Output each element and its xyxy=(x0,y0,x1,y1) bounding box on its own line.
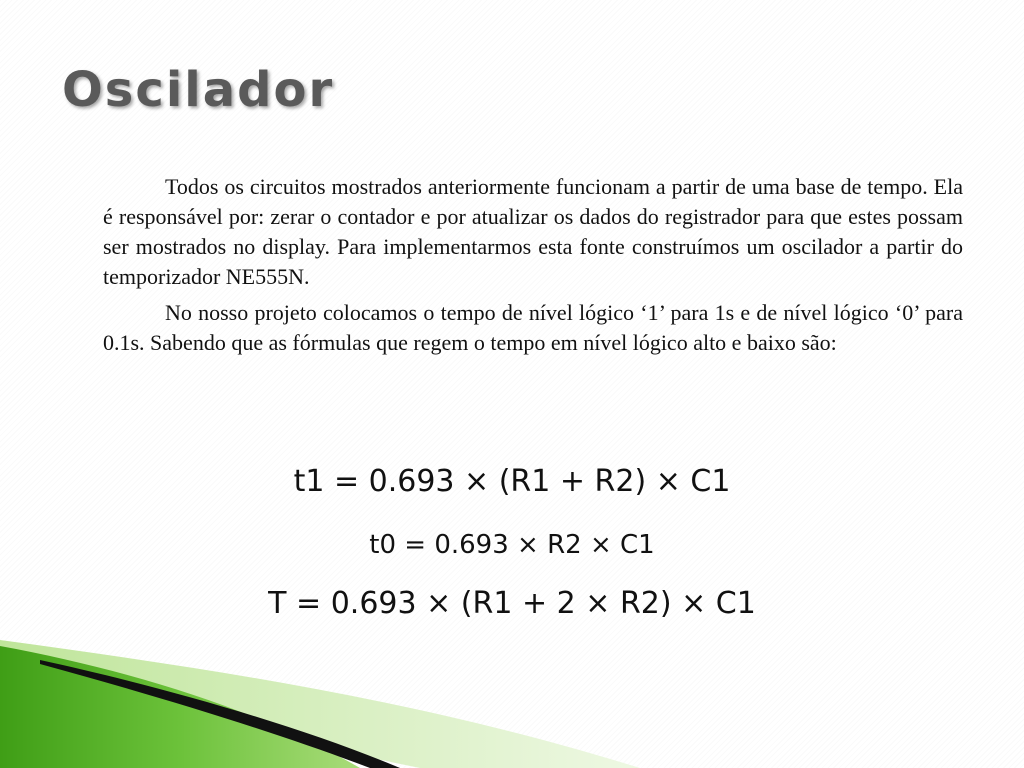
paragraph-1: Todos os circuitos mostrados anteriormente funcionam a partir de uma base de tempo. Ela é responsável por: zerar o contador e por atualizar os dados do registrador para que estes possam ser mostrados no display. Para implementarmos esta fonte construímos um oscilador a partir do temporizador NE555N. xyxy=(103,174,963,289)
paragraph-2: No nosso projeto colocamos o tempo de nível lógico ‘1’ para 1s e de nível lógico ‘0’ para 0.1s. Sabendo que as fórmulas que regem o tempo em nível lógico alto e baixo são: xyxy=(103,300,963,355)
formula-t1: t1 = 0.693 × (R1 + R2) × C1 xyxy=(293,464,731,499)
formula-t0: t0 = 0.693 × R2 × C1 xyxy=(369,530,655,560)
slide-title: Oscilador xyxy=(62,62,335,118)
formula-period: T = 0.693 × (R1 + 2 × R2) × C1 xyxy=(268,586,756,621)
decorative-swoosh xyxy=(0,630,1024,768)
body-text xyxy=(103,172,963,364)
